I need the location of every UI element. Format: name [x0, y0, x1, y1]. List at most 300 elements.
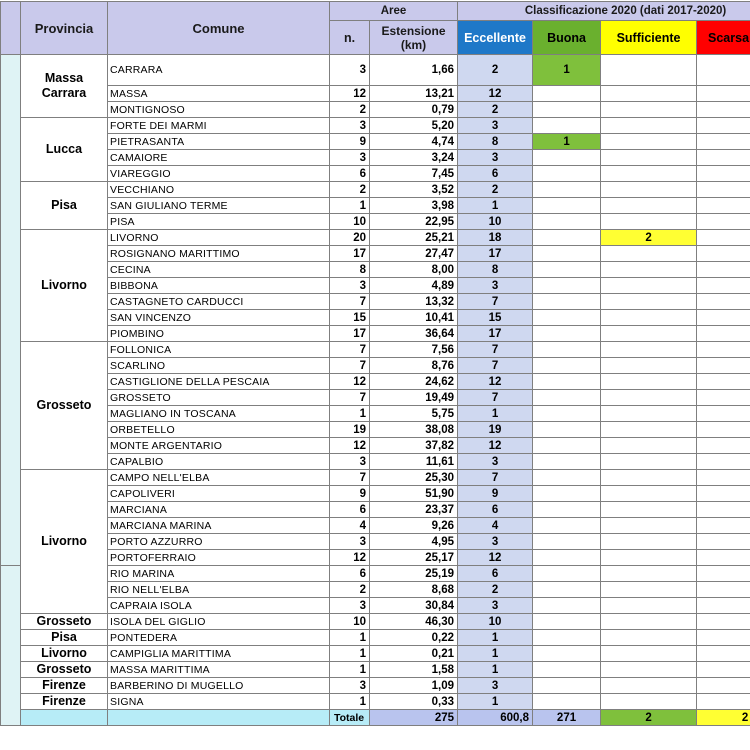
- scarsa-cell: [697, 342, 750, 358]
- buona-cell: 1: [533, 55, 601, 86]
- table-body: [1, 55, 750, 726]
- totale-sufficiente: 2: [697, 710, 750, 726]
- sufficiente-cell: [601, 422, 697, 438]
- estensione-cell: 1,58: [370, 662, 458, 678]
- scarsa-cell: [697, 598, 750, 614]
- n-cell: 7: [330, 358, 370, 374]
- table-row: [1, 294, 750, 310]
- scarsa-cell: [697, 470, 750, 486]
- totale-n: 275: [370, 710, 458, 726]
- sufficiente-cell: [601, 262, 697, 278]
- table-row: [1, 390, 750, 406]
- eccellente-cell: 2: [458, 55, 533, 86]
- n-cell: 2: [330, 582, 370, 598]
- comune-cell: CAMPIGLIA MARITTIMA: [108, 646, 330, 662]
- n-cell: 7: [330, 294, 370, 310]
- sufficiente-cell: [601, 182, 697, 198]
- n-cell: 9: [330, 134, 370, 150]
- header-aree: Aree: [330, 2, 458, 21]
- comune-cell: LIVORNO: [108, 230, 330, 246]
- n-cell: 3: [330, 454, 370, 470]
- eccellente-cell: 1: [458, 630, 533, 646]
- buona-cell: [533, 102, 601, 118]
- comune-cell: MAGLIANO IN TOSCANA: [108, 406, 330, 422]
- estensione-cell: 0,33: [370, 694, 458, 710]
- eccellente-cell: 3: [458, 118, 533, 134]
- table-row: [1, 534, 750, 550]
- header-classificazione: Classificazione 2020 (dati 2017-2020): [458, 2, 750, 21]
- n-cell: 3: [330, 598, 370, 614]
- table-row: [1, 358, 750, 374]
- buona-cell: [533, 550, 601, 566]
- classification-table: [0, 1, 750, 726]
- sufficiente-cell: [601, 454, 697, 470]
- table-row: [1, 678, 750, 694]
- table-row: [1, 374, 750, 390]
- n-cell: 6: [330, 566, 370, 582]
- sufficiente-cell: [601, 486, 697, 502]
- comune-cell: CARRARA: [108, 55, 330, 86]
- estensione-cell: 19,49: [370, 390, 458, 406]
- eccellente-cell: 1: [458, 694, 533, 710]
- table-row: [1, 102, 750, 118]
- n-cell: 1: [330, 694, 370, 710]
- comune-cell: PIETRASANTA: [108, 134, 330, 150]
- sufficiente-cell: [601, 390, 697, 406]
- comune-cell: FORTE DEI MARMI: [108, 118, 330, 134]
- buona-cell: [533, 230, 601, 246]
- scarsa-cell: [697, 534, 750, 550]
- band-label-cell: [1, 55, 21, 566]
- eccellente-cell: 6: [458, 166, 533, 182]
- header-estensione-label: Estensione (km): [381, 23, 446, 52]
- sufficiente-cell: [601, 550, 697, 566]
- table-row: [1, 342, 750, 358]
- eccellente-cell: 8: [458, 262, 533, 278]
- scarsa-cell: [697, 438, 750, 454]
- scarsa-cell: [697, 214, 750, 230]
- header-corner: [1, 2, 21, 55]
- totale-band-cell: [21, 710, 108, 726]
- estensione-cell: 13,32: [370, 294, 458, 310]
- eccellente-cell: 3: [458, 278, 533, 294]
- n-cell: 3: [330, 278, 370, 294]
- buona-cell: [533, 502, 601, 518]
- n-cell: 2: [330, 182, 370, 198]
- sufficiente-cell: [601, 326, 697, 342]
- header-estensione: [370, 21, 458, 55]
- provincia-cell: Pisa: [21, 182, 108, 230]
- totale-estensione: 600,8: [458, 710, 533, 726]
- scarsa-cell: [697, 374, 750, 390]
- buona-cell: [533, 438, 601, 454]
- n-cell: 12: [330, 438, 370, 454]
- table-row: [1, 134, 750, 150]
- estensione-cell: 46,30: [370, 614, 458, 630]
- totale-eccellente: 271: [533, 710, 601, 726]
- scarsa-cell: [697, 518, 750, 534]
- comune-cell: CASTAGNETO CARDUCCI: [108, 294, 330, 310]
- scarsa-cell: [697, 134, 750, 150]
- buona-cell: [533, 630, 601, 646]
- provincia-cell: Grosseto: [21, 662, 108, 678]
- eccellente-cell: 12: [458, 86, 533, 102]
- buona-cell: [533, 582, 601, 598]
- table-row: [1, 55, 750, 86]
- comune-cell: SIGNA: [108, 694, 330, 710]
- comune-cell: CAMAIORE: [108, 150, 330, 166]
- scarsa-cell: [697, 694, 750, 710]
- sufficiente-cell: [601, 342, 697, 358]
- buona-cell: [533, 166, 601, 182]
- estensione-cell: 0,21: [370, 646, 458, 662]
- n-cell: 10: [330, 214, 370, 230]
- estensione-cell: 25,21: [370, 230, 458, 246]
- sufficiente-cell: [601, 694, 697, 710]
- estensione-cell: 10,41: [370, 310, 458, 326]
- n-cell: 7: [330, 470, 370, 486]
- eccellente-cell: 3: [458, 150, 533, 166]
- n-cell: 4: [330, 518, 370, 534]
- header-provincia: Provincia: [21, 2, 108, 55]
- n-cell: 8: [330, 262, 370, 278]
- n-cell: 6: [330, 166, 370, 182]
- sufficiente-cell: [601, 294, 697, 310]
- sufficiente-cell: [601, 358, 697, 374]
- sufficiente-cell: [601, 310, 697, 326]
- estensione-cell: 4,74: [370, 134, 458, 150]
- table-row: [1, 694, 750, 710]
- comune-cell: FOLLONICA: [108, 342, 330, 358]
- eccellente-cell: 2: [458, 182, 533, 198]
- table-row: [1, 502, 750, 518]
- estensione-cell: 5,75: [370, 406, 458, 422]
- buona-cell: [533, 454, 601, 470]
- sufficiente-cell: [601, 118, 697, 134]
- table-row: [1, 454, 750, 470]
- scarsa-cell: [697, 422, 750, 438]
- eccellente-cell: 7: [458, 390, 533, 406]
- n-cell: 15: [330, 310, 370, 326]
- eccellente-cell: 19: [458, 422, 533, 438]
- provincia-cell: Grosseto: [21, 614, 108, 630]
- scarsa-cell: [697, 326, 750, 342]
- estensione-cell: 11,61: [370, 454, 458, 470]
- estensione-cell: 13,21: [370, 86, 458, 102]
- estensione-cell: 27,47: [370, 246, 458, 262]
- n-cell: 6: [330, 502, 370, 518]
- scarsa-cell: [697, 310, 750, 326]
- header-scarsa: Scarsa: [697, 21, 750, 55]
- totale-provincia-cell: [108, 710, 330, 726]
- buona-cell: [533, 86, 601, 102]
- sufficiente-cell: 2: [601, 230, 697, 246]
- table-row: [1, 438, 750, 454]
- sufficiente-cell: [601, 102, 697, 118]
- comune-cell: CAPRAIA ISOLA: [108, 598, 330, 614]
- provincia-cell: Massa Carrara: [21, 55, 108, 118]
- scarsa-cell: [697, 550, 750, 566]
- eccellente-cell: 2: [458, 582, 533, 598]
- eccellente-cell: 10: [458, 214, 533, 230]
- provincia-cell: Livorno: [21, 646, 108, 662]
- n-cell: 12: [330, 86, 370, 102]
- comune-cell: MONTIGNOSO: [108, 102, 330, 118]
- eccellente-cell: 8: [458, 134, 533, 150]
- n-cell: 17: [330, 246, 370, 262]
- buona-cell: [533, 374, 601, 390]
- table-row: [1, 486, 750, 502]
- header-eccellente: Eccellente: [458, 21, 533, 55]
- eccellente-cell: 7: [458, 470, 533, 486]
- n-cell: 3: [330, 118, 370, 134]
- provincia-cell: Firenze: [21, 694, 108, 710]
- eccellente-cell: 12: [458, 438, 533, 454]
- eccellente-cell: 7: [458, 294, 533, 310]
- estensione-cell: 7,56: [370, 342, 458, 358]
- comune-cell: CASTIGLIONE DELLA PESCAIA: [108, 374, 330, 390]
- estensione-cell: 4,89: [370, 278, 458, 294]
- scarsa-cell: [697, 406, 750, 422]
- n-cell: 1: [330, 646, 370, 662]
- estensione-cell: 3,52: [370, 182, 458, 198]
- comune-cell: PONTEDERA: [108, 630, 330, 646]
- table-row: [1, 230, 750, 246]
- eccellente-cell: 2: [458, 102, 533, 118]
- header-buona: Buona: [533, 21, 601, 55]
- comune-cell: BARBERINO DI MUGELLO: [108, 678, 330, 694]
- sufficiente-cell: [601, 678, 697, 694]
- table-row: [1, 86, 750, 102]
- estensione-cell: 4,95: [370, 534, 458, 550]
- sufficiente-cell: [601, 134, 697, 150]
- eccellente-cell: 6: [458, 502, 533, 518]
- eccellente-cell: 1: [458, 198, 533, 214]
- scarsa-cell: [697, 118, 750, 134]
- comune-cell: SAN VINCENZO: [108, 310, 330, 326]
- n-cell: 17: [330, 326, 370, 342]
- buona-cell: [533, 662, 601, 678]
- eccellente-cell: 17: [458, 326, 533, 342]
- comune-cell: PORTO AZZURRO: [108, 534, 330, 550]
- table-row: [1, 406, 750, 422]
- sufficiente-cell: [601, 566, 697, 582]
- comune-cell: ORBETELLO: [108, 422, 330, 438]
- provincia-cell: Pisa: [21, 630, 108, 646]
- table-row: [1, 598, 750, 614]
- sufficiente-cell: [601, 278, 697, 294]
- estensione-cell: 8,76: [370, 358, 458, 374]
- n-cell: 1: [330, 198, 370, 214]
- header-comune: Comune: [108, 2, 330, 55]
- scarsa-cell: [697, 102, 750, 118]
- sufficiente-cell: [601, 246, 697, 262]
- n-cell: 7: [330, 342, 370, 358]
- sufficiente-cell: [601, 438, 697, 454]
- buona-cell: [533, 310, 601, 326]
- comune-cell: MARCIANA MARINA: [108, 518, 330, 534]
- table-row: [1, 326, 750, 342]
- buona-cell: 1: [533, 134, 601, 150]
- scarsa-cell: [697, 502, 750, 518]
- scarsa-cell: [697, 262, 750, 278]
- buona-cell: [533, 214, 601, 230]
- scarsa-cell: [697, 646, 750, 662]
- scarsa-cell: [697, 86, 750, 102]
- sufficiente-cell: [601, 518, 697, 534]
- table-row: [1, 262, 750, 278]
- comune-cell: VECCHIANO: [108, 182, 330, 198]
- eccellente-cell: 1: [458, 646, 533, 662]
- buona-cell: [533, 646, 601, 662]
- n-cell: 12: [330, 374, 370, 390]
- table-row: [1, 630, 750, 646]
- scarsa-cell: [697, 278, 750, 294]
- sufficiente-cell: [601, 502, 697, 518]
- n-cell: 3: [330, 150, 370, 166]
- comune-cell: CAPALBIO: [108, 454, 330, 470]
- scarsa-cell: [697, 294, 750, 310]
- comune-cell: BIBBONA: [108, 278, 330, 294]
- scarsa-cell: [697, 150, 750, 166]
- sufficiente-cell: [601, 166, 697, 182]
- sufficiente-cell: [601, 374, 697, 390]
- eccellente-cell: 4: [458, 518, 533, 534]
- sufficiente-cell: [601, 662, 697, 678]
- n-cell: 3: [330, 678, 370, 694]
- totale-row: [1, 710, 750, 726]
- table-row: [1, 214, 750, 230]
- buona-cell: [533, 534, 601, 550]
- n-cell: 9: [330, 486, 370, 502]
- n-cell: 10: [330, 614, 370, 630]
- n-cell: 3: [330, 55, 370, 86]
- table-row: [1, 614, 750, 630]
- header-sufficiente: Sufficiente: [601, 21, 697, 55]
- buona-cell: [533, 678, 601, 694]
- buona-cell: [533, 182, 601, 198]
- scarsa-cell: [697, 582, 750, 598]
- comune-cell: SAN GIULIANO TERME: [108, 198, 330, 214]
- comune-cell: MARCIANA: [108, 502, 330, 518]
- n-cell: 12: [330, 550, 370, 566]
- buona-cell: [533, 598, 601, 614]
- n-cell: 1: [330, 406, 370, 422]
- comune-cell: GROSSETO: [108, 390, 330, 406]
- estensione-cell: 25,17: [370, 550, 458, 566]
- buona-cell: [533, 342, 601, 358]
- estensione-cell: 0,22: [370, 630, 458, 646]
- table-row: [1, 278, 750, 294]
- buona-cell: [533, 326, 601, 342]
- eccellente-cell: 3: [458, 454, 533, 470]
- buona-cell: [533, 694, 601, 710]
- sufficiente-cell: [601, 614, 697, 630]
- sufficiente-cell: [601, 150, 697, 166]
- estensione-cell: 9,26: [370, 518, 458, 534]
- n-cell: 7: [330, 390, 370, 406]
- n-cell: 2: [330, 102, 370, 118]
- eccellente-cell: 3: [458, 534, 533, 550]
- eccellente-cell: 6: [458, 566, 533, 582]
- eccellente-cell: 3: [458, 598, 533, 614]
- buona-cell: [533, 278, 601, 294]
- table-row: [1, 582, 750, 598]
- eccellente-cell: 1: [458, 662, 533, 678]
- sufficiente-cell: [601, 646, 697, 662]
- comune-cell: SCARLINO: [108, 358, 330, 374]
- eccellente-cell: 18: [458, 230, 533, 246]
- table-row: [1, 662, 750, 678]
- n-cell: 3: [330, 534, 370, 550]
- estensione-cell: 51,90: [370, 486, 458, 502]
- eccellente-cell: 3: [458, 678, 533, 694]
- buona-cell: [533, 150, 601, 166]
- table-row: [1, 566, 750, 582]
- estensione-cell: 30,84: [370, 598, 458, 614]
- estensione-cell: 25,30: [370, 470, 458, 486]
- scarsa-cell: [697, 55, 750, 86]
- totale-buona: 2: [601, 710, 697, 726]
- sufficiente-cell: [601, 534, 697, 550]
- comune-cell: RIO NELL'ELBA: [108, 582, 330, 598]
- table-row: [1, 470, 750, 486]
- table-row: [1, 150, 750, 166]
- provincia-cell: Firenze: [21, 678, 108, 694]
- eccellente-cell: 7: [458, 358, 533, 374]
- eccellente-cell: 17: [458, 246, 533, 262]
- sufficiente-cell: [601, 214, 697, 230]
- estensione-cell: 24,62: [370, 374, 458, 390]
- n-cell: 20: [330, 230, 370, 246]
- n-cell: 19: [330, 422, 370, 438]
- estensione-cell: 22,95: [370, 214, 458, 230]
- eccellente-cell: 15: [458, 310, 533, 326]
- header-n: n.: [330, 21, 370, 55]
- provincia-cell: Lucca: [21, 118, 108, 182]
- table-row: [1, 166, 750, 182]
- table-row: [1, 422, 750, 438]
- n-cell: 1: [330, 630, 370, 646]
- scarsa-cell: [697, 566, 750, 582]
- eccellente-cell: 1: [458, 406, 533, 422]
- scarsa-cell: [697, 246, 750, 262]
- comune-cell: MONTE ARGENTARIO: [108, 438, 330, 454]
- eccellente-cell: 12: [458, 374, 533, 390]
- buona-cell: [533, 422, 601, 438]
- estensione-cell: 37,82: [370, 438, 458, 454]
- buona-cell: [533, 198, 601, 214]
- scarsa-cell: [697, 198, 750, 214]
- buona-cell: [533, 566, 601, 582]
- comune-cell: ROSIGNANO MARITTIMO: [108, 246, 330, 262]
- buona-cell: [533, 406, 601, 422]
- eccellente-cell: 7: [458, 342, 533, 358]
- buona-cell: [533, 390, 601, 406]
- sufficiente-cell: [601, 406, 697, 422]
- table-row: [1, 550, 750, 566]
- scarsa-cell: [697, 230, 750, 246]
- comune-cell: RIO MARINA: [108, 566, 330, 582]
- scarsa-cell: [697, 182, 750, 198]
- estensione-cell: 5,20: [370, 118, 458, 134]
- comune-cell: CECINA: [108, 262, 330, 278]
- buona-cell: [533, 486, 601, 502]
- buona-cell: [533, 294, 601, 310]
- totale-label: Totale: [330, 710, 370, 726]
- table-row: [1, 198, 750, 214]
- table-row: [1, 646, 750, 662]
